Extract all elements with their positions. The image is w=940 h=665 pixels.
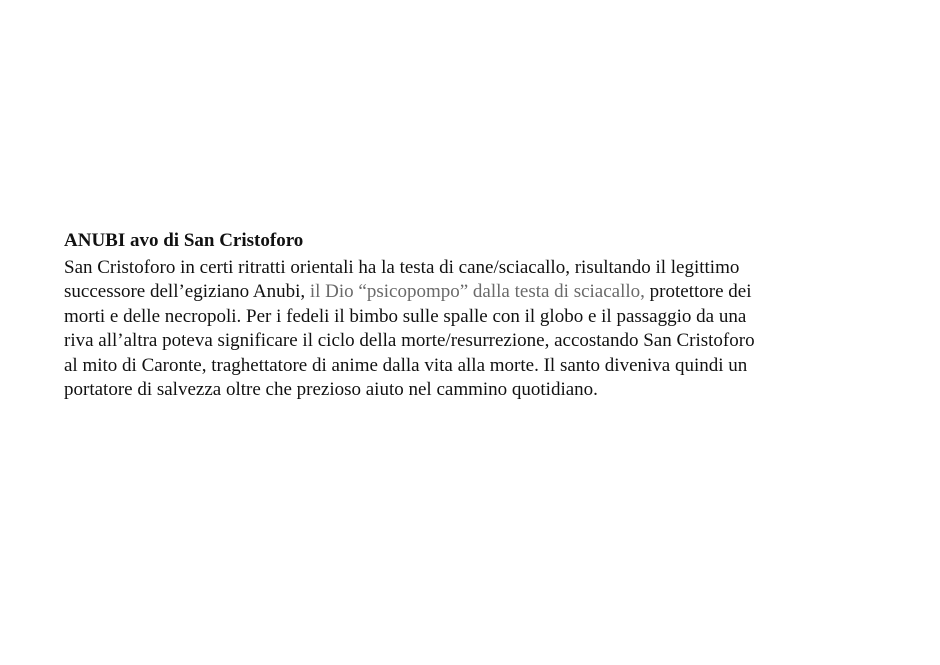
line-4-text: riva all’altra poteva significare il ciclo della morte/resurrezione, accostando San Cristoforo — [64, 330, 755, 352]
highlighted-phrase: il Dio “psicopompo” dalla testa di sciacallo, — [309, 281, 645, 303]
text-block — [64, 229, 894, 402]
paragraph-line-6 — [64, 378, 894, 402]
paragraph-line-4 — [64, 329, 894, 353]
paragraph-line-1 — [64, 256, 894, 280]
line-1-text: San Cristoforo in certi ritratti orientali ha la testa di cane/sciacallo, risultando il legittimo — [64, 257, 740, 278]
document-heading: ANUBI avo di San Cristoforo — [64, 230, 304, 251]
paragraph-line-3 — [64, 305, 894, 329]
line-6-text: portatore di salvezza oltre che prezioso aiuto nel cammino quotidiano. — [64, 379, 598, 401]
body-paragraph — [64, 256, 894, 402]
paragraph-line-2 — [64, 280, 894, 304]
paragraph-line-5 — [64, 354, 894, 378]
line-2-text-start: successore dell’egiziano Anubi, — [64, 281, 310, 303]
line-2-text-end: protettore dei — [644, 281, 752, 303]
line-5-text: al mito di Caronte, traghettatore di anime dalla vita alla morte. Il santo diveniva quindi un — [64, 354, 748, 376]
line-3-text: morti e delle necropoli. Per i fedeli il bimbo sulle spalle con il globo e il passaggio da una — [64, 305, 747, 327]
